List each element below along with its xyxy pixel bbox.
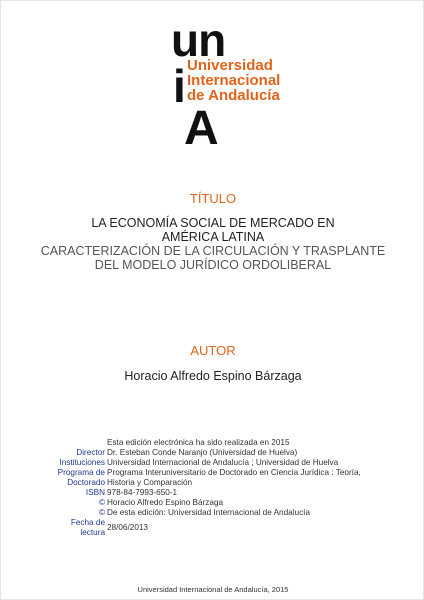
meta-intro-row xyxy=(1,438,424,448)
meta-fecha-label-2: lectura xyxy=(80,528,105,537)
meta-program-row-1 xyxy=(1,468,424,478)
title-label: TÍTULO xyxy=(189,191,237,206)
meta-copyright-author-row xyxy=(1,498,424,508)
university-logo xyxy=(1,1,424,161)
title-main xyxy=(1,216,424,244)
meta-copyright-icon-2: © xyxy=(98,508,105,517)
meta-isbn-label: ISBN xyxy=(85,488,105,497)
title-main-text: LA ECONOMÍA SOCIAL DE MERCADO EN AMÉRICA LATINA xyxy=(91,216,335,244)
meta-director-value: Dr. Esteban Conde Naranjo (Universidad de Huelva) xyxy=(107,448,298,457)
meta-isbn-value: 978-84-7993-650-1 xyxy=(107,488,178,497)
meta-intro: Esta edición electrónica ha sido realizada en 2015 xyxy=(107,438,290,447)
meta-fecha-value: 28/06/2013 xyxy=(107,523,148,532)
metadata-block xyxy=(1,438,424,538)
logo-text-internacional: Internacional xyxy=(187,72,281,89)
logo-text-andalucia: de Andalucía xyxy=(187,87,280,104)
meta-fecha-label-1: Fecha de xyxy=(70,518,105,527)
author-label: AUTOR xyxy=(190,343,236,358)
footer: Universidad Internacional de Andalucía, 2015 xyxy=(137,585,289,594)
logo-text-universidad: Universidad xyxy=(187,57,273,74)
meta-fecha-row-2 xyxy=(1,523,424,538)
logo-i: i xyxy=(173,60,186,112)
meta-institutions-value: Universidad Internacional de Andalucía ; Universidad de Huelva xyxy=(107,458,339,467)
meta-copyright-edition-row xyxy=(1,508,424,518)
author-name: Horacio Alfredo Espino Bárzaga xyxy=(124,369,302,383)
meta-institutions-row xyxy=(1,458,424,468)
title-subtitle xyxy=(1,244,424,272)
meta-program-value-2: Historia y Comparación xyxy=(107,478,193,487)
logo-un: un xyxy=(171,14,226,66)
meta-isbn-row xyxy=(1,488,424,498)
meta-copyright-icon-1: © xyxy=(98,498,105,507)
meta-program-row-2 xyxy=(1,478,424,488)
meta-copyright-edition: De esta edición: Universidad Internacional de Andalucía xyxy=(107,508,310,517)
meta-program-value-1: Programa Interuniversitario de Doctorado en Ciencia Jurídica : Teoría, xyxy=(107,468,361,477)
meta-program-label-1: Programa de xyxy=(57,468,105,477)
title-subtitle-line-1: CARACTERIZACIÓN DE LA CIRCULACIÓN Y TRASPLANTE xyxy=(40,244,386,258)
meta-institutions-label: Instituciones xyxy=(59,458,105,467)
meta-copyright-author: Horacio Alfredo Espino Bárzaga xyxy=(107,498,224,507)
logo-a: A xyxy=(184,102,219,155)
meta-director-row xyxy=(1,448,424,458)
title-subtitle-line-2: DEL MODELO JURÍDICO ORDOLIBERAL xyxy=(94,258,332,272)
meta-program-label-2: Doctorado xyxy=(67,478,105,487)
meta-director-label: Director xyxy=(76,448,105,457)
